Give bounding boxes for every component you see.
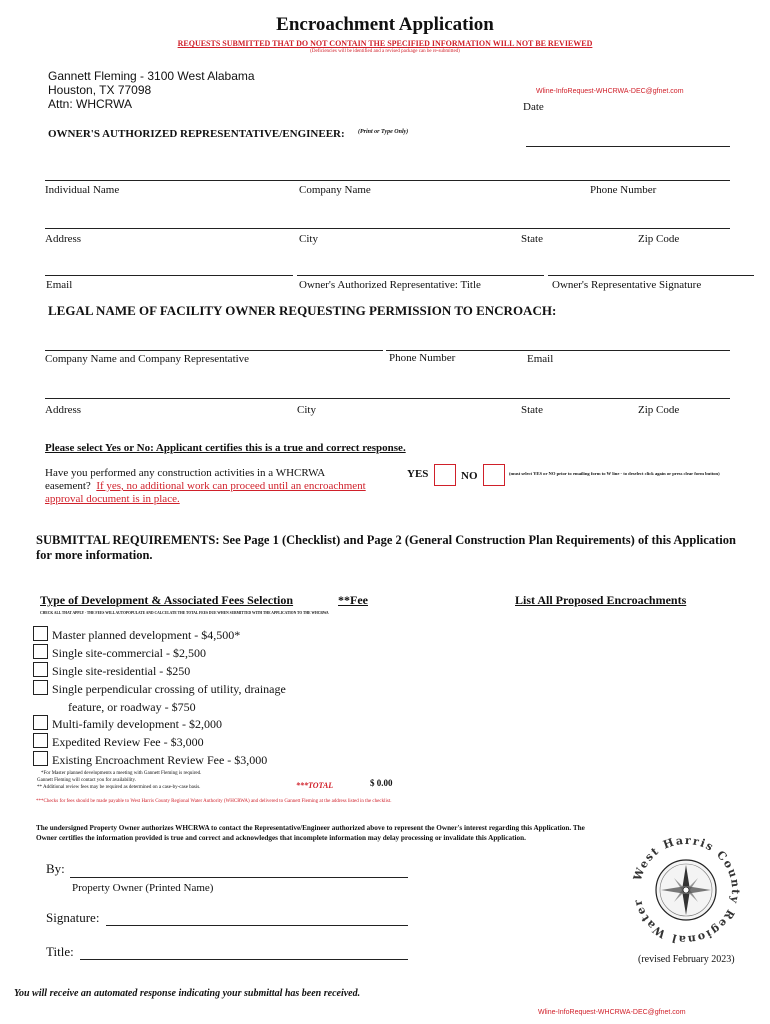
by-label: By: xyxy=(46,861,65,876)
yes-label: YES xyxy=(407,468,429,480)
total-value[interactable]: $ 0.00 xyxy=(370,778,393,788)
fee-existing-review: Existing Encroachment Review Fee - $3,000 xyxy=(52,753,268,767)
email-field[interactable] xyxy=(45,275,293,276)
deficiency-note: (Deficiencies will be identified and a revised package can be re-submitted) xyxy=(310,49,460,54)
facility-address-field[interactable] xyxy=(45,398,730,399)
no-checkbox[interactable] xyxy=(483,464,505,486)
page-title: Encroachment Application xyxy=(276,14,494,35)
question-line-2 xyxy=(45,480,366,493)
signature-field[interactable] xyxy=(106,925,408,926)
facility-city-label: City xyxy=(297,404,316,416)
svg-text:West Harris County Regional Wa: West Harris County Regional Water xyxy=(630,833,743,947)
fee-checkbox-multi-family[interactable] xyxy=(33,715,48,730)
title-field[interactable] xyxy=(80,959,408,960)
compass-seal-icon xyxy=(628,832,744,948)
question-easement: easement? xyxy=(45,480,91,492)
facility-address-label: Address xyxy=(45,404,82,416)
company-rep-label: Company Name and Company Representative xyxy=(45,353,250,365)
facility-state-label: State xyxy=(521,404,543,416)
fee-master-planned: Master planned development - $4,500* xyxy=(52,628,241,642)
facility-contact-field[interactable] xyxy=(386,350,730,351)
fee-commercial: Single site-commercial - $2,500 xyxy=(52,646,206,660)
fees-heading: Type of Development & Associated Fees Selection xyxy=(40,593,294,607)
zip-label: Zip Code xyxy=(638,233,680,245)
fee-checkbox-existing-review[interactable] xyxy=(33,751,48,766)
yes-checkbox[interactable] xyxy=(434,464,456,486)
footer-email-link[interactable]: Wline-InfoRequest-WHCRWA-DEC@gfnet.com xyxy=(538,1009,686,1016)
footnote-1: *For Master planned developments a meeting with Gannett Fleming is required. xyxy=(41,771,202,776)
check-all-note: CHECK ALL THAT APPLY - THE FEES WILL AUTOPOPULATE AND CALCULATE THE TOTAL FEES DUE WHEN SUBMITTED WITH THE APPLICATION TO THE WHCRWA xyxy=(40,611,329,615)
fee-perpendicular-crossing-cont: feature, or roadway - $750 xyxy=(68,700,196,714)
facility-email-label: Email xyxy=(527,353,554,365)
submittal-requirements xyxy=(36,533,736,563)
title-label: Title: xyxy=(46,944,74,959)
company-name-label: Company Name xyxy=(299,184,371,196)
warning-text: REQUESTS SUBMITTED THAT DO NOT CONTAIN THE SPECIFIED INFORMATION WILL NOT BE REVIEWED xyxy=(177,39,593,48)
rep-title-label: Owner's Authorized Representative: Title xyxy=(299,279,481,291)
question-warning-cont: approval document is in place. xyxy=(45,493,180,505)
print-type-note: (Print or Type Only) xyxy=(358,129,409,135)
owner-rep-heading: OWNER'S AUTHORIZED REPRESENTATIVE/ENGINEER: xyxy=(48,128,345,140)
mailing-address xyxy=(48,69,255,111)
fee-checkbox-residential[interactable] xyxy=(33,662,48,677)
header-email-link[interactable]: Wline-InfoRequest-WHCRWA-DEC@gfnet.com xyxy=(536,88,684,95)
state-label: State xyxy=(521,233,543,245)
city-label: City xyxy=(299,233,318,245)
facility-zip-label: Zip Code xyxy=(638,404,680,416)
fee-residential: Single site-residential - $250 xyxy=(52,664,191,678)
total-label: ***TOTAL xyxy=(296,781,334,790)
authorization-line-2: Owner certifies the information provided is true and correct and acknowledges that incomplete information may delay processing or invalidate this Application. xyxy=(36,834,526,842)
checks-payable-note: ***Checks for fees should be made payable to West Harris County Regional Water Authority (WHCRWA) and delivered to Gannett Fleming at the address listed in the checklist. xyxy=(36,799,392,804)
phone-number-label: Phone Number xyxy=(590,184,657,196)
fee-footnotes xyxy=(37,770,201,791)
date-field[interactable] xyxy=(526,146,730,147)
address-line-1: Gannett Fleming - 3100 West Alabama xyxy=(48,69,255,83)
fee-checkbox-commercial[interactable] xyxy=(33,644,48,659)
fee-expedited: Expedited Review Fee - $3,000 xyxy=(52,735,204,749)
address-label: Address xyxy=(45,233,82,245)
fee-checkbox-expedited[interactable] xyxy=(33,733,48,748)
date-label: Date xyxy=(523,101,544,113)
question-warning: If yes, no additional work can proceed until an encroachment xyxy=(96,480,366,492)
footnote-3: ** Additional review fees may be required as determined on a case-by-case basis. xyxy=(37,785,201,790)
fee-checkbox-master-planned[interactable] xyxy=(33,626,48,641)
construction-question xyxy=(45,467,366,506)
address-line-3: Attn: WHCRWA xyxy=(48,97,133,111)
automated-response-note: You will receive an automated response indicating your submittal has been received. xyxy=(14,988,361,999)
submittal-line-1: SUBMITTAL REQUIREMENTS: See Page 1 (Checklist) and Page 2 (General Construction Plan Requirements) of this Application xyxy=(36,533,736,547)
printed-name-label: Property Owner (Printed Name) xyxy=(72,882,214,894)
question-line-1: Have you performed any construction activities in a WHCRWA xyxy=(45,467,326,479)
address-line-2: Houston, TX 77098 xyxy=(48,83,152,97)
whcrwa-seal-logo xyxy=(628,832,744,948)
individual-name-label: Individual Name xyxy=(45,184,120,196)
fee-heading: **Fee xyxy=(338,593,368,607)
company-rep-field[interactable] xyxy=(45,350,383,351)
fee-multi-family: Multi-family development - $2,000 xyxy=(52,717,222,731)
encroachments-heading: List All Proposed Encroachments xyxy=(515,593,687,607)
submittal-line-2: for more information. xyxy=(36,548,153,562)
footnote-2: Gannett Fleming will contact you for availability. xyxy=(37,778,136,783)
rep-signature-label: Owner's Representative Signature xyxy=(552,279,702,291)
certify-prompt: Please select Yes or No: Applicant certifies this is a true and correct response. xyxy=(45,442,406,454)
no-label: NO xyxy=(461,470,478,482)
select-note: (must select YES or NO prior to emailing form to W line - to deselect click again or press clear form button) xyxy=(509,471,720,476)
owner-rep-line-2[interactable] xyxy=(45,228,730,229)
facility-phone-label: Phone Number xyxy=(389,352,456,364)
fee-perpendicular-crossing: Single perpendicular crossing of utility, drainage xyxy=(52,682,286,696)
printed-name-field[interactable] xyxy=(70,877,408,878)
authorization-statement xyxy=(36,823,585,843)
rep-signature-field[interactable] xyxy=(548,275,754,276)
email-label: Email xyxy=(46,279,73,291)
fee-checkbox-perpendicular-crossing[interactable] xyxy=(33,680,48,695)
authorization-line-1: The undersigned Property Owner authorizes WHCRWA to contact the Representative/Engineer authorized above to represent the Owner's interest regarding this Application. The xyxy=(36,824,585,832)
rep-title-field[interactable] xyxy=(297,275,544,276)
revised-date: (revised February 2023) xyxy=(638,954,735,965)
facility-owner-heading: LEGAL NAME OF FACILITY OWNER REQUESTING PERMISSION TO ENCROACH: xyxy=(48,303,557,318)
signature-label: Signature: xyxy=(46,910,100,925)
owner-rep-line-1[interactable] xyxy=(45,180,730,181)
